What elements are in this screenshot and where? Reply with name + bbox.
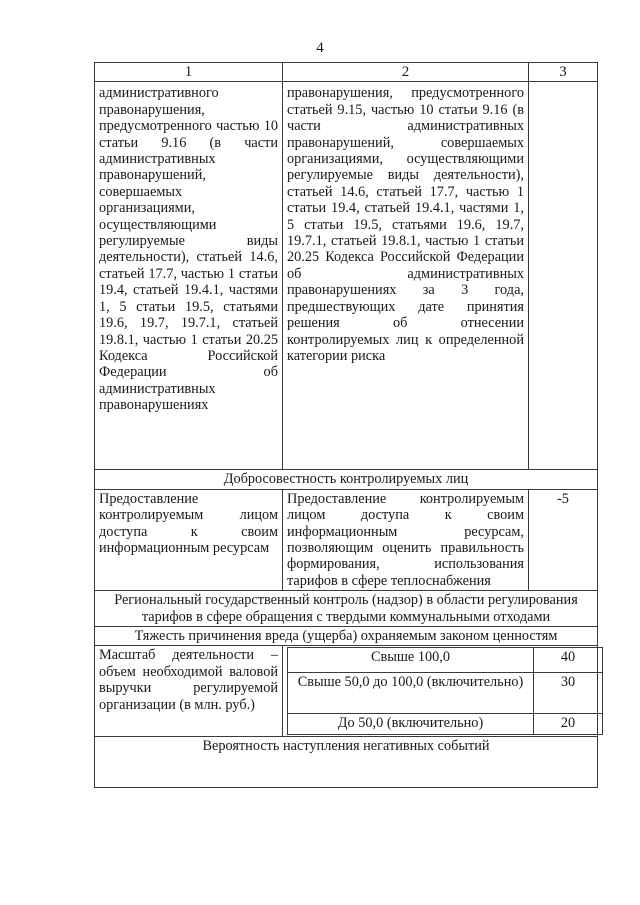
page-number: 4 [316,40,324,56]
scale-option-score: 30 [534,673,603,714]
access-score-cell: -5 [529,489,598,590]
scale-option-row [288,673,603,714]
table-row-violations [95,82,598,470]
section-row-probability [95,737,598,788]
scale-option-range: Свыше 100,0 [288,648,534,673]
scale-option-score: 40 [534,648,603,673]
scale-indicator-cell: Масштаб деятельности – объем необходимой валовой выручки регулируемой организации (в млн. руб.) [95,646,283,737]
violations-indicator-cell: административного правонарушения, предусмотренного частью 10 статьи 9.16 (в части административных правонарушений, совершаемых организациями, осуществляющими регулируемые виды деятельности), статьей 14.6, статьей 17.7, частью 1 статьи 19.4, статьей 19.4.1, частями 1, 5 статьи 19.5, статьями 19.6, 19.7, 19.7.1, статьей 19.8.1, частью 1 статьи 20.25 Кодекса Российской Федерации об административных правонарушениях [95,82,283,470]
scale-options-table [287,647,603,735]
column-header-2: 2 [283,63,529,82]
section-row-severity [95,627,598,646]
scale-options-cell [283,646,598,737]
section-row-regional [95,591,598,627]
table-header-row [95,63,598,82]
section-heading-regional: Региональный государственный контроль (надзор) в области регулирования тарифов в сфере обращения с твердыми коммунальными отходами [95,591,598,627]
table-row-scale [95,646,598,737]
scale-option-range: Свыше 50,0 до 100,0 (включительно) [288,673,534,714]
section-heading-severity: Тяжесть причинения вреда (ущерба) охраняемым законом ценностям [95,627,598,646]
column-header-1: 1 [95,63,283,82]
scale-option-row [288,714,603,735]
violations-criterion-cell: правонарушения, предусмотренного статьей 9.15, частью 10 статьи 9.16 (в части административных правонарушений, совершаемых организациями, осуществляющими регулируемые виды деятельности), статьей 14.6, статьей 17.7, частью 1 статьи 19.4, статьей 19.4.1, частями 1, 5 статьи 19.5, статьями 19.6, 19.7, 19.7.1, статьей 19.8.1, частью 1 статьи 20.25 Кодекса Российской Федерации об административных правонарушениях за 3 года, предшествующих дате принятия решения об отнесении контролируемых лиц к определенной категории риска [283,82,529,470]
access-indicator-cell: Предоставление контролируемым лицом доступа к своим информационным ресурсам [95,489,283,590]
access-criterion-cell: Предоставление контролируемым лицом доступа к своим информационным ресурсам, позволяющим оценить правильность формирования, использования тарифов в сфере теплоснабжения [283,489,529,590]
scale-option-score: 20 [534,714,603,735]
scale-option-range: До 50,0 (включительно) [288,714,534,735]
section-heading-good-faith: Добросовестность контролируемых лиц [95,470,598,489]
column-header-3: 3 [529,63,598,82]
section-row-good-faith [95,470,598,489]
table-row-access [95,489,598,590]
violations-score-cell [529,82,598,470]
risk-criteria-table [94,62,598,788]
scale-option-row [288,648,603,673]
section-heading-probability: Вероятность наступления негативных событий [95,737,598,788]
